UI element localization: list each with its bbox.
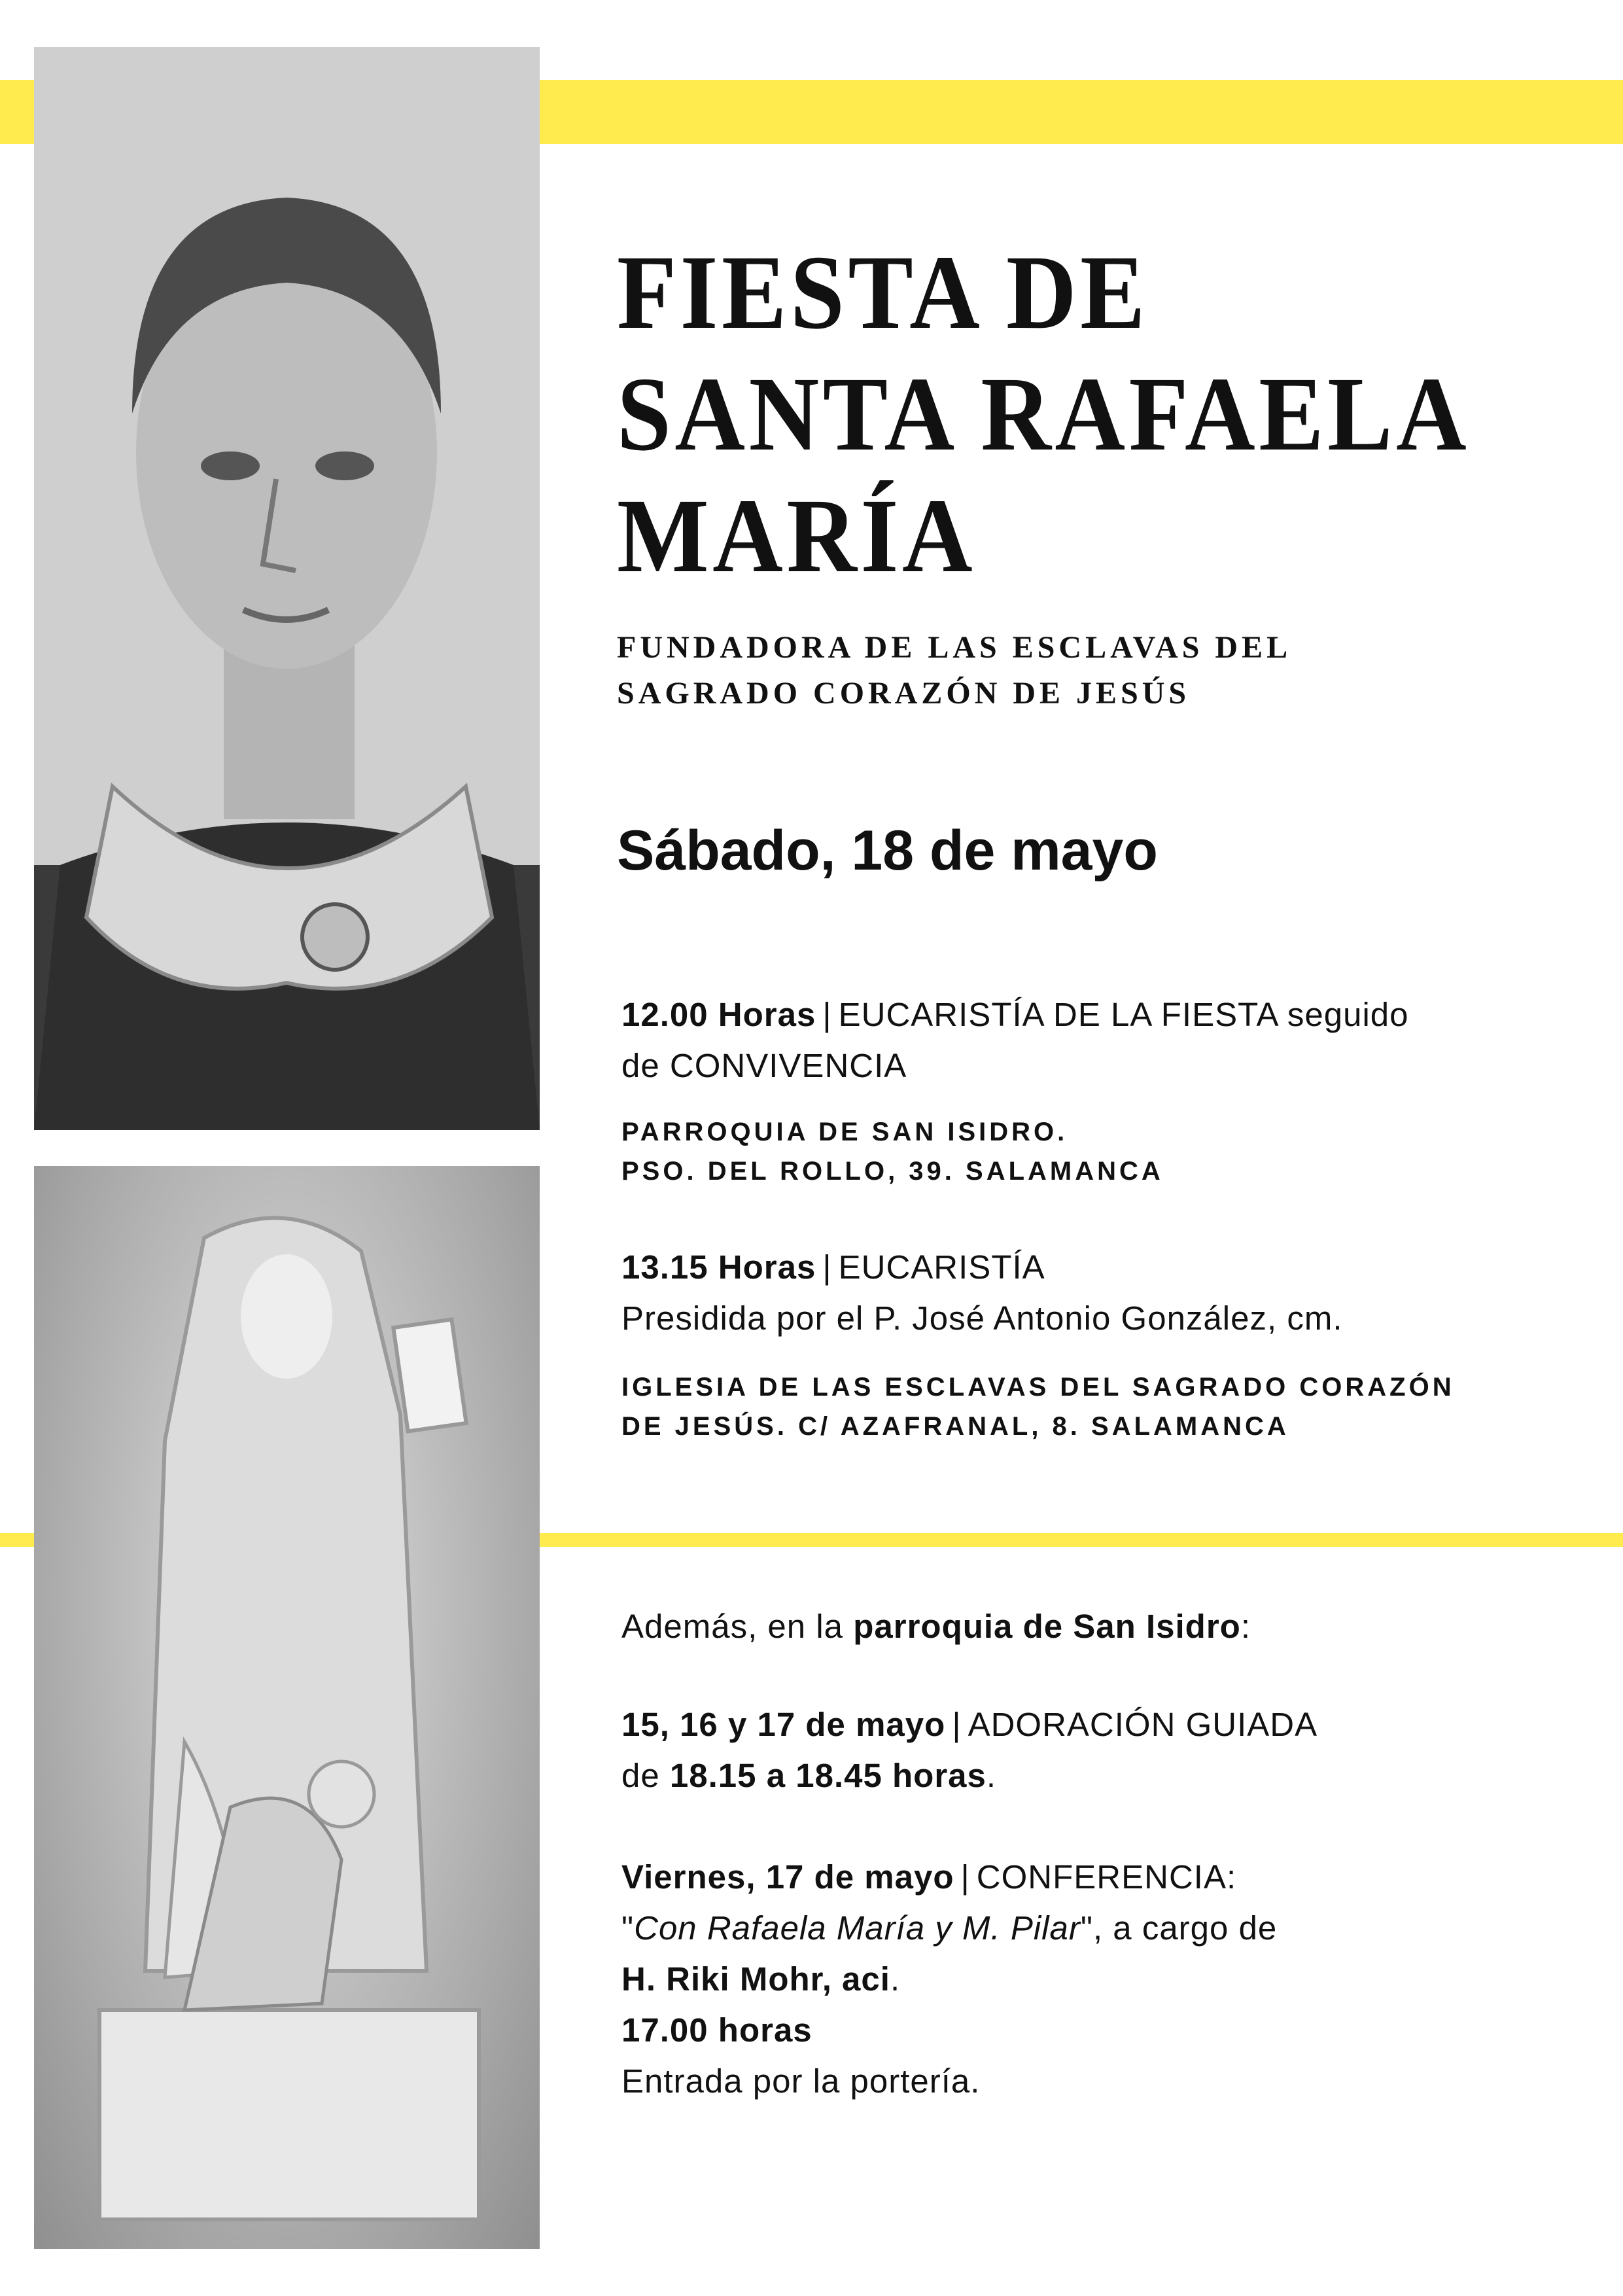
conferencia-quote-open: ": [621, 1909, 635, 1947]
event-1-line-1: [621, 989, 1409, 1040]
subtitle-line-2: SAGRADO CORAZÓN DE JESÚS: [617, 676, 1191, 711]
conferencia-line-1: [621, 1852, 1236, 1903]
extra-intro: [621, 1601, 1251, 1652]
event-2-line-2: Presidida por el P. José Antonio González, cm.: [621, 1299, 1343, 1337]
event-1-description: EUCARISTÍA DE LA FIESTA seguido: [838, 996, 1409, 1033]
event-2-address-line-2: DE JESÚS. C/ AZAFRANAL, 8. SALAMANCA: [621, 1412, 1289, 1441]
extra-intro-suffix: :: [1240, 1608, 1251, 1645]
event-1-time: 12.00 Horas: [621, 996, 816, 1033]
middle-accent-band: [540, 1533, 1623, 1547]
conferencia-speaker: H. Riki Mohr, aci: [621, 1960, 890, 1998]
conferencia-description: CONFERENCIA:: [976, 1858, 1237, 1896]
event-1-address-line-1: PARROQUIA DE SAN ISIDRO.: [621, 1118, 1068, 1146]
conferencia-separator: |: [960, 1858, 970, 1896]
event-2-address-line-1: IGLESIA DE LAS ESCLAVAS DEL SAGRADO CORAZÓN: [621, 1373, 1455, 1402]
conferencia-hours-text: 17.00 horas: [621, 2011, 812, 2049]
left-accent-band: [0, 1533, 34, 1547]
event-1-line-2: de CONVIVENCIA: [621, 1047, 907, 1084]
conferencia-hours: [621, 2005, 812, 2056]
conferencia-date: Viernes, 17 de mayo: [621, 1858, 954, 1896]
extra-intro-bold: parroquia de San Isidro: [853, 1608, 1241, 1645]
subtitle-line-1: FUNDADORA DE LAS ESCLAVAS DEL: [617, 630, 1292, 665]
title-line-1: FIESTA DE: [617, 234, 1149, 351]
adoracion-suffix: .: [986, 1757, 997, 1794]
extra-intro-prefix: Además, en la: [621, 1608, 854, 1645]
event-2-separator: |: [822, 1248, 832, 1286]
portrait-sketch-icon: [34, 47, 540, 1130]
statue-photo: [34, 1166, 540, 2249]
conferencia-title: Con Rafaela María y M. Pilar: [634, 1909, 1081, 1947]
adoracion-line-1: [621, 1699, 1318, 1750]
event-1-address: [621, 1112, 1164, 1191]
event-2-line-1: [621, 1242, 1045, 1293]
adoracion-line-2: [621, 1750, 996, 1801]
event-1-address-line-2: PSO. DEL ROLLO, 39. SALAMANCA: [621, 1157, 1164, 1186]
event-1-separator: |: [822, 996, 832, 1033]
adoracion-prefix: de: [621, 1757, 670, 1794]
conferencia-entry: Entrada por la portería.: [621, 2062, 981, 2100]
event-2-address: [621, 1368, 1455, 1446]
event-date: Sábado, 18 de mayo: [617, 819, 1158, 882]
conferencia-line-2: [621, 1903, 1277, 1954]
portrait-photo: [34, 47, 540, 1130]
event-2-description: EUCARISTÍA: [838, 1248, 1045, 1286]
conferencia-quote-close: ", a cargo de: [1080, 1909, 1278, 1947]
event-2-time: 13.15 Horas: [621, 1248, 816, 1286]
page-title: [617, 232, 1508, 597]
adoracion-description: ADORACIÓN GUIADA: [968, 1706, 1318, 1743]
adoracion-dates: 15, 16 y 17 de mayo: [621, 1706, 946, 1743]
adoracion-separator: |: [952, 1706, 962, 1743]
conferencia-line-3: [621, 1954, 900, 2005]
adoracion-hours: 18.15 a 18.45 horas: [669, 1757, 986, 1794]
title-line-2: SANTA RAFAELA: [617, 356, 1471, 473]
title-line-3: MARÍA: [617, 478, 977, 595]
statue-figure-icon: [34, 1166, 540, 2249]
page-subtitle: [617, 625, 1585, 716]
conferencia-speaker-suffix: .: [890, 1960, 901, 1998]
